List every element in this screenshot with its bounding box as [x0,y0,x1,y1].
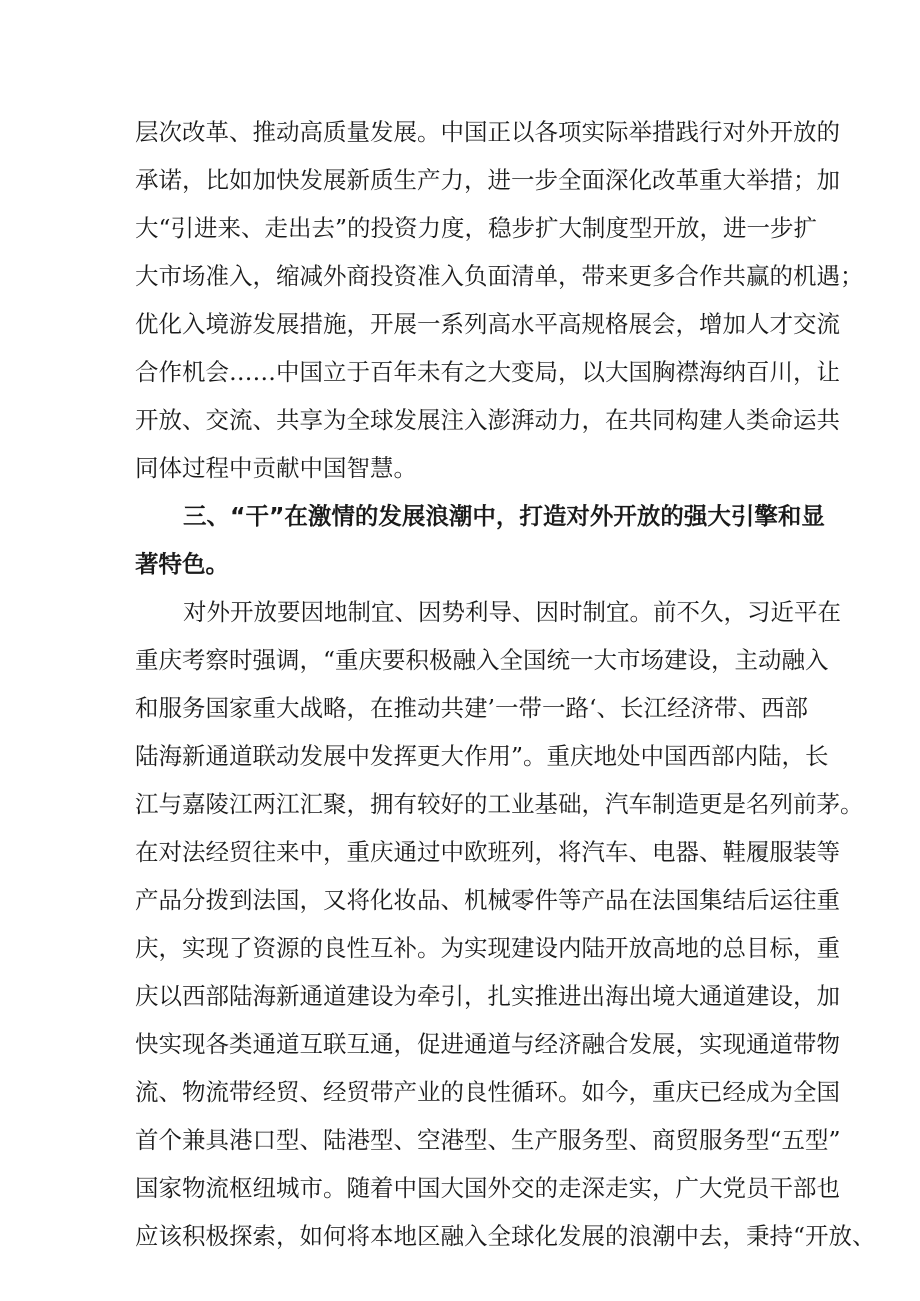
paragraph-line: 流、物流带经贸、经贸带产业的良性循环。如今，重庆已经成为全国 [135,1078,840,1106]
paragraph-line: 庆，实现了资源的良性互补。为实现建设内陆开放高地的总目标，重 [135,934,840,962]
paragraph-line: 开放、交流、共享为全球发展注入澎湃动力，在共同构建人类命运共 [135,406,840,434]
paragraph-line: 在对法经贸往来中，重庆通过中欧班列，将汽车、电器、鞋履服装等 [135,838,840,866]
paragraph-line: 国家物流枢纽城市。随着中国大国外交的走深走实，广大党员干部也 [135,1174,840,1202]
paragraph-line: 合作机会……中国立于百年未有之大变局，以大国胸襟海纳百川，让 [135,358,840,386]
section-heading: 著特色。 [135,550,229,578]
paragraph-line: 优化入境游发展措施，开展一系列高水平高规格展会，增加人才交流 [135,310,840,338]
paragraph-line: 江与嘉陵江两江汇聚，拥有较好的工业基础，汽车制造更是名列前茅。 [135,790,864,818]
paragraph-line: 快实现各类通道互联互通，促进通道与经济融合发展，实现通道带物 [135,1030,840,1058]
paragraph-line: 同体过程中贡献中国智慧。 [135,454,417,482]
paragraph-line: 首个兼具港口型、陆港型、空港型、生产服务型、商贸服务型“五型” [135,1126,841,1154]
paragraph-line: 大市场准入，缩减外商投资准入负面清单，带来更多合作共赢的机遇； [135,262,864,290]
paragraph-line: 产品分拨到法国，又将化妆品、机械零件等产品在法国集结后运往重 [135,886,840,914]
paragraph-line: 承诺，比如加快发展新质生产力，进一步全面深化改革重大举措；加 [135,166,840,194]
paragraph-line: 应该积极探索，如何将本地区融入全球化发展的浪潮中去，秉持“开放、 [135,1222,876,1250]
paragraph-line: 重庆考察时强调，“重庆要积极融入全国统一大市场建设，主动融入 [135,646,829,674]
paragraph-line: 庆以西部陆海新通道建设为牵引，扎实推进出海出境大通道建设，加 [135,982,840,1010]
paragraph-line: 对外开放要因地制宜、因势利导、因时制宜。前不久，习近平在 [183,598,841,626]
paragraph-line: 大“引进来、走出去”的投资力度，稳步扩大制度型开放，进一步扩 [135,214,818,242]
section-heading: 三、“干”在激情的发展浪潮中，打造对外开放的强大引擎和显 [183,502,825,530]
paragraph-line: 陆海新通道联动发展中发挥更大作用”。重庆地处中国西部内陆，长 [135,742,829,770]
paragraph-line: 和服务国家重大战略，在推动共建’一带一路‘、长江经济带、西部 [135,694,808,722]
paragraph-line: 层次改革、推动高质量发展。中国正以各项实际举措践行对外开放的 [135,118,840,146]
